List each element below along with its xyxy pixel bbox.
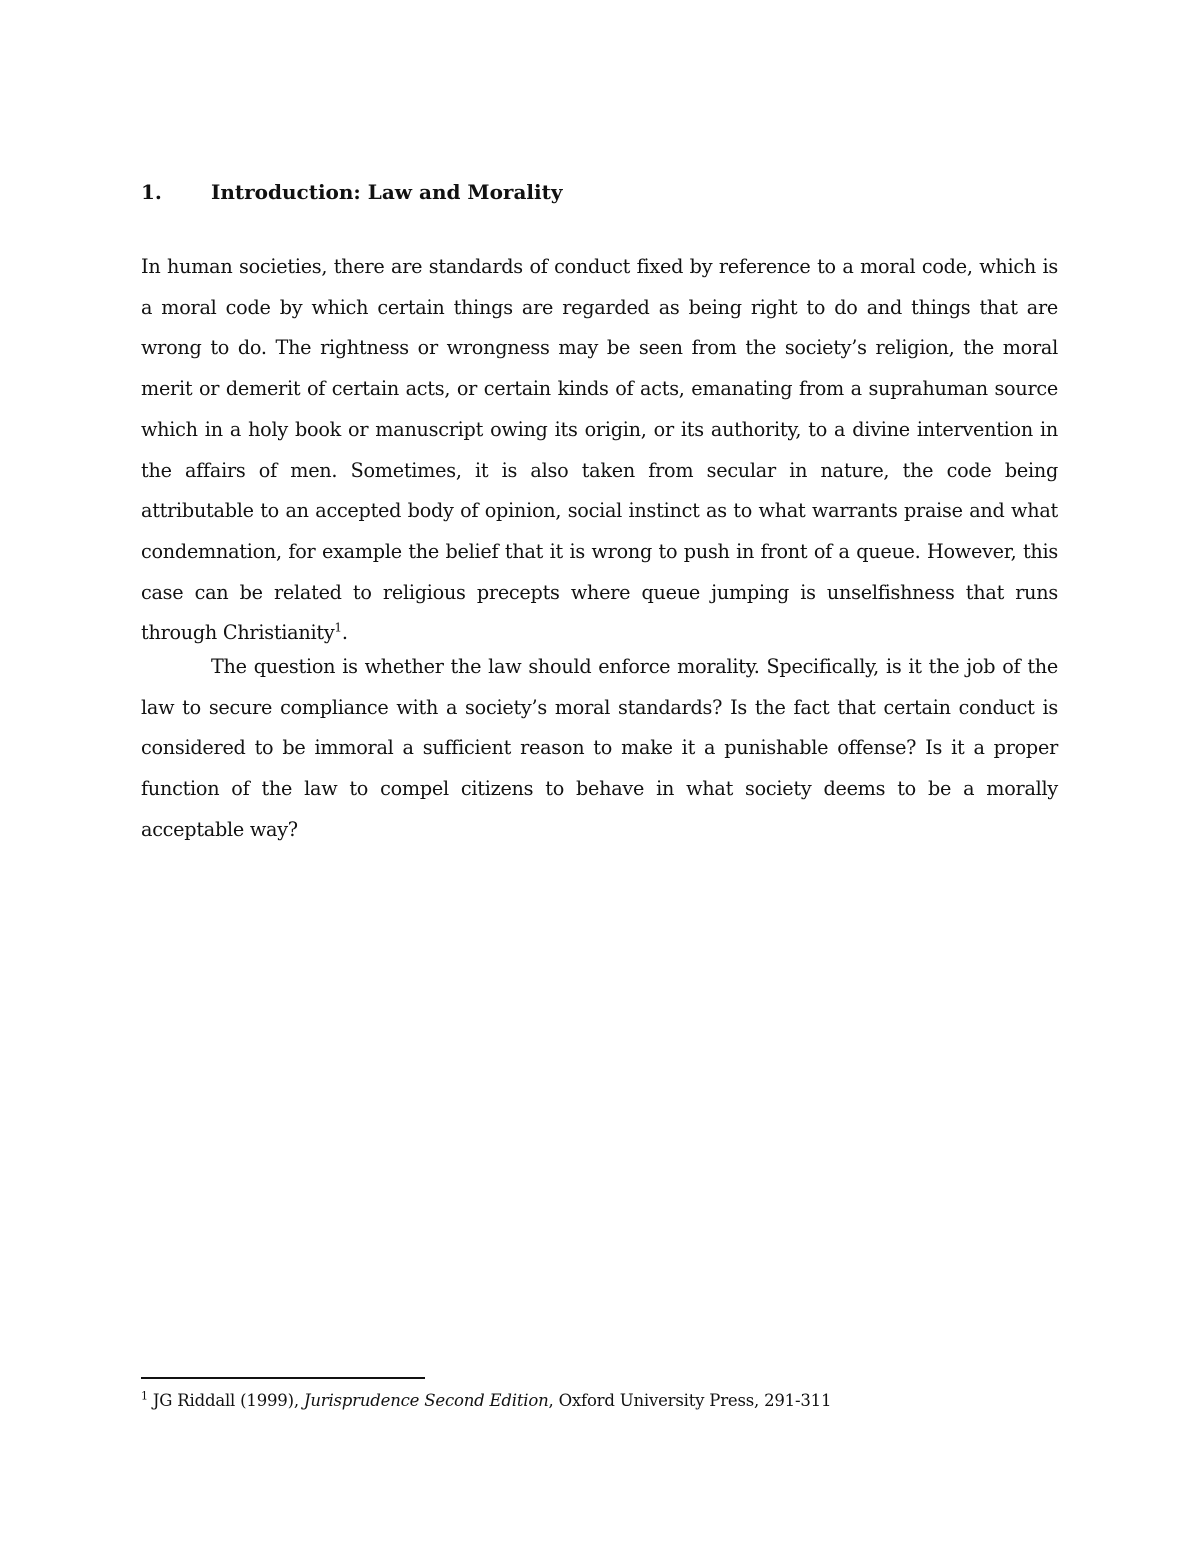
section-heading [141,178,562,206]
paragraph-1-text: In human societies, there are standards of conduct fixed by reference to a moral code, which is a moral code by which certain things are regarded as being right to do and things that are wrong to do. The rightness or wrongness may be seen from the society’s religion, the moral merit or demerit of certain acts, or certain kinds of acts, emanating from a suprahuman source which in a holy book or manuscript owing its origin, or its authority, to a divine intervention in the affairs of men. Sometimes, it is also taken from secular in nature, the code being attributable to an accepted body of opinion, social instinct as to what warrants praise and what condemnation, for example the belief that it is wrong to push in front of a queue. However, this case can be related to religious precepts where queue jumping is unselfishness that runs through Christianity [141,255,1058,645]
section-number: 1. [141,180,162,204]
footnote-reference[interactable]: 1 [334,620,342,635]
section-title: Introduction: Law and Morality [211,180,563,204]
footnote-marker: 1 [141,1389,148,1403]
paragraph-1-end: . [341,621,348,645]
footnote-author: JG Riddall (1999), [147,1391,304,1410]
footnote-publisher: , Oxford University Press, 291-311 [548,1391,832,1410]
paragraph-2-text: The question is whether the law should enforce morality. Specifically, is it the job of the law to secure compliance with a society’s moral standards? Is the fact that certain conduct is considered to be immoral a sufficient reason to make it a punishable offense? Is it a proper function of the law to compel citizens to behave in what society deems to be a morally acceptable way? [141,655,1058,841]
paragraph-2 [141,647,1058,851]
footnote-book-title: Jurisprudence Second Edition [303,1391,549,1410]
footnote-separator [141,1377,425,1379]
paragraph-1 [141,247,1058,654]
footnote [141,1389,831,1413]
